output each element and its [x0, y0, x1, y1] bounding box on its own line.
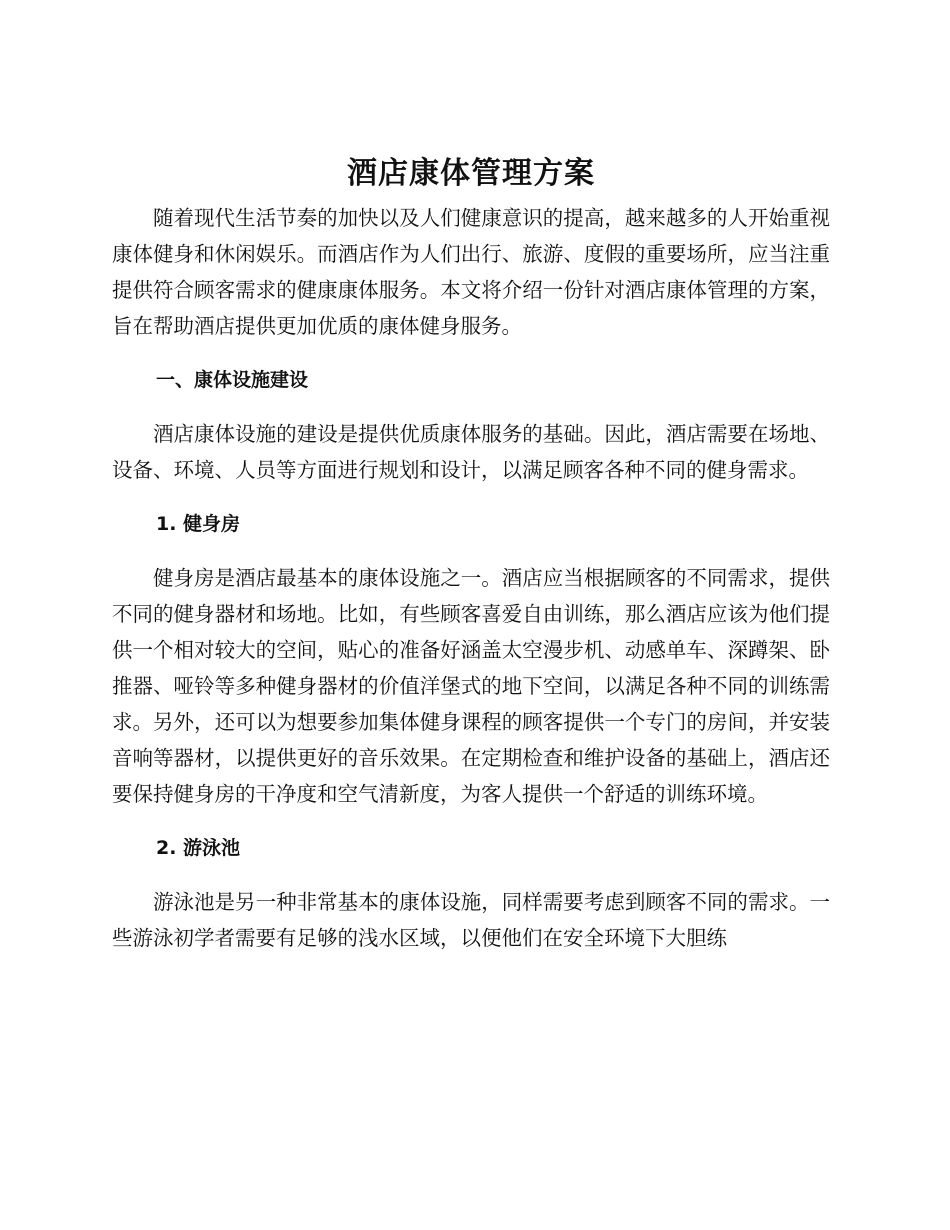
intro-paragraph: 随着现代生活节奏的加快以及人们健康意识的提高，越来越多的人开始重视康体健身和休闲娱乐。而酒店作为人们出行、旅游、度假的重要场所，应当注重提供符合顾客需求的健康康体服务。本文将介绍一份针对酒店康体管理的方案，旨在帮助酒店提供更加优质的康体健身服务。: [112, 206, 830, 338]
subheading-gym: 1. 健身房: [156, 513, 241, 535]
spacer: [112, 344, 830, 362]
spacer: [112, 398, 830, 416]
spacer: [112, 542, 830, 560]
section-heading-facilities: 一、康体设施建设: [156, 369, 309, 391]
gym-paragraph: 健身房是酒店最基本的康体设施之一。酒店应当根据顾客的不同需求，提供不同的健身器材和场地。比如，有些顾客喜爱自由训练，那么酒店应该为他们提供一个相对较大的空间，贴心的准备好涵盖太空漫步机、动感单车、深蹲架、卧推器、哑铃等多种健身器材的价值洋堡式的地下空间，以满足各种不同的训练需求。另外，还可以为想要参加集体健身课程的顾客提供一个专门的房间，并安装音响等器材，以提供更好的音乐效果。在定期检查和维护设备的基础上，酒店还要保持健身房的干净度和空气清新度，为客人提供一个舒适的训练环境。: [112, 566, 830, 806]
document-title: 酒店康体管理方案: [347, 156, 595, 191]
document-page: [112, 150, 830, 956]
subheading-pool: 2. 游泳池: [156, 837, 241, 859]
pool-paragraph: 游泳池是另一种非常基本的康体设施，同样需要考虑到顾客不同的需求。一些游泳初学者需要有足够的浅水区域，以便他们在安全环境下大胆练: [112, 890, 830, 950]
facilities-paragraph: 酒店康体设施的建设是提供优质康体服务的基础。因此，酒店需要在场地、设备、环境、人员等方面进行规划和设计，以满足顾客各种不同的健身需求。: [112, 422, 830, 482]
spacer: [112, 866, 830, 884]
spacer: [112, 812, 830, 830]
spacer: [112, 488, 830, 506]
